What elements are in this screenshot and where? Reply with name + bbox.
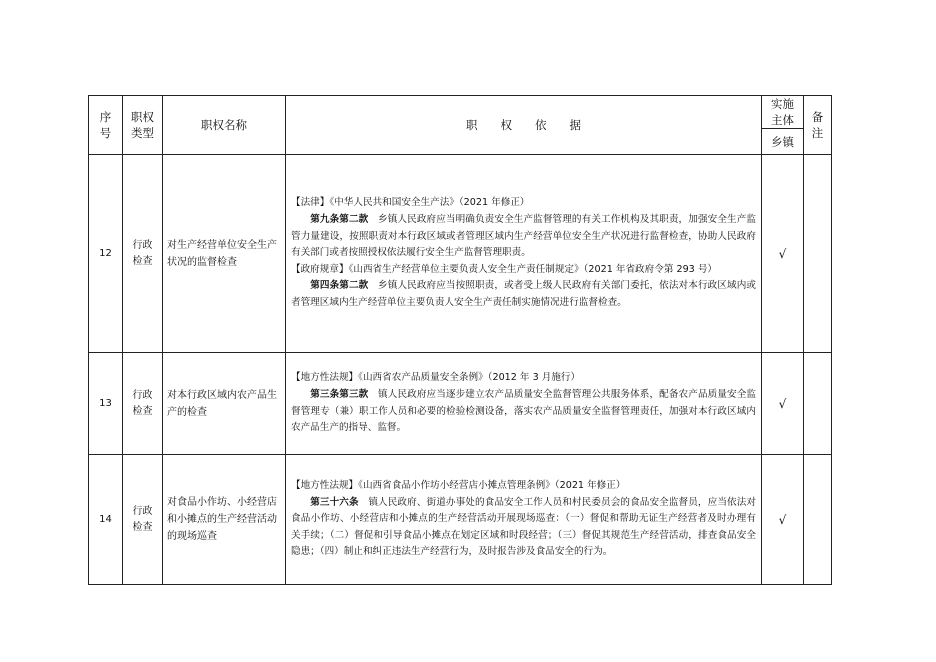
header-basis: 职 权 依 据 — [286, 96, 762, 155]
basis-article: 第九条第二款 乡镇人民政府应当明确负责安全生产监督管理的有关工作机构及其职责，加强安全生产监管力量建设，按照职责对本行政区域或者管理区域内生产经营单位安全生产状况进行监督检查，协助人民政府有关部门或者按照授权依法履行安全生产监督管理职责。 — [291, 214, 757, 259]
row-basis — [286, 353, 762, 455]
row-name: 对生产经营单位安全生产状况的监督检查 — [163, 155, 286, 353]
row-type: 行政检查 — [123, 353, 163, 455]
row-seq: 14 — [89, 455, 123, 585]
basis-article: 第三条第三款 镇人民政府应当逐步建立农产品质量安全监督管理公共服务体系，配备农产品质量安全监督管理专（兼）职工作人员和必要的检验检测设备，落实农产品质量安全监督管理责任，加强对本行政区域内农产品生产的指导、监督。 — [291, 388, 757, 434]
basis-source: 【政府规章】《山西省生产经营单位主要负责人安全生产责任制规定》（2021 年省政府令第 293 号） — [291, 263, 718, 275]
table-row — [89, 455, 832, 585]
row-name: 对食品小作坊、小经营店和小摊点的生产经营活动的现场巡查 — [163, 455, 286, 585]
row-name: 对本行政区域内农产品生产的检查 — [163, 353, 286, 455]
row-seq: 13 — [89, 353, 123, 455]
authority-table — [88, 95, 832, 585]
row-basis — [286, 155, 762, 353]
row-impl-check: √ — [762, 155, 804, 353]
basis-source: 【法律】《中华人民共和国安全生产法》（2021 年修正） — [291, 197, 530, 209]
row-note — [804, 155, 832, 353]
header-impl-sub: 乡镇 — [762, 129, 804, 155]
basis-source: 【地方性法规】《山西省农产品质量安全条例》（2012 年 3 月施行） — [291, 372, 581, 384]
row-note — [804, 353, 832, 455]
header-impl: 实施主体 — [762, 96, 804, 129]
row-type: 行政检查 — [123, 155, 163, 353]
row-impl-check: √ — [762, 455, 804, 585]
header-note: 备注 — [804, 96, 832, 155]
row-impl-check: √ — [762, 353, 804, 455]
table-row — [89, 353, 832, 455]
row-note — [804, 455, 832, 585]
header-name: 职权名称 — [163, 96, 286, 155]
header-seq: 序号 — [89, 96, 123, 155]
header-type: 职权类型 — [123, 96, 163, 155]
basis-article: 第四条第二款 乡镇人民政府应当按照职责，或者受上级人民政府有关部门委托，依法对本行政区域内或者管理区域内生产经营单位主要负责人安全生产责任制实施情况进行监督检查。 — [291, 280, 757, 308]
table-row — [89, 155, 832, 353]
row-type: 行政检查 — [123, 455, 163, 585]
basis-article: 第三十六条 镇人民政府、街道办事处的食品安全工作人员和村民委员会的食品安全监督员，应当依法对食品小作坊、小经营店和小摊点的生产经营活动开展现场巡查：（一）督促和帮助无证生产经营者及时办理有关手续；（二）督促和引导食品小摊点在划定区域和时段经营；（三）督促其规范生产经营活动，排查食品安全隐患；（四）制止和纠正违法生产经营行为，及时报告涉及食品安全的行为。 — [291, 496, 756, 558]
row-basis — [286, 455, 762, 585]
header-row — [89, 96, 832, 129]
row-seq: 12 — [89, 155, 123, 353]
basis-source: 【地方性法规】《山西省食品小作坊小经营店小摊点管理条例》（2021 年修正） — [291, 480, 626, 492]
